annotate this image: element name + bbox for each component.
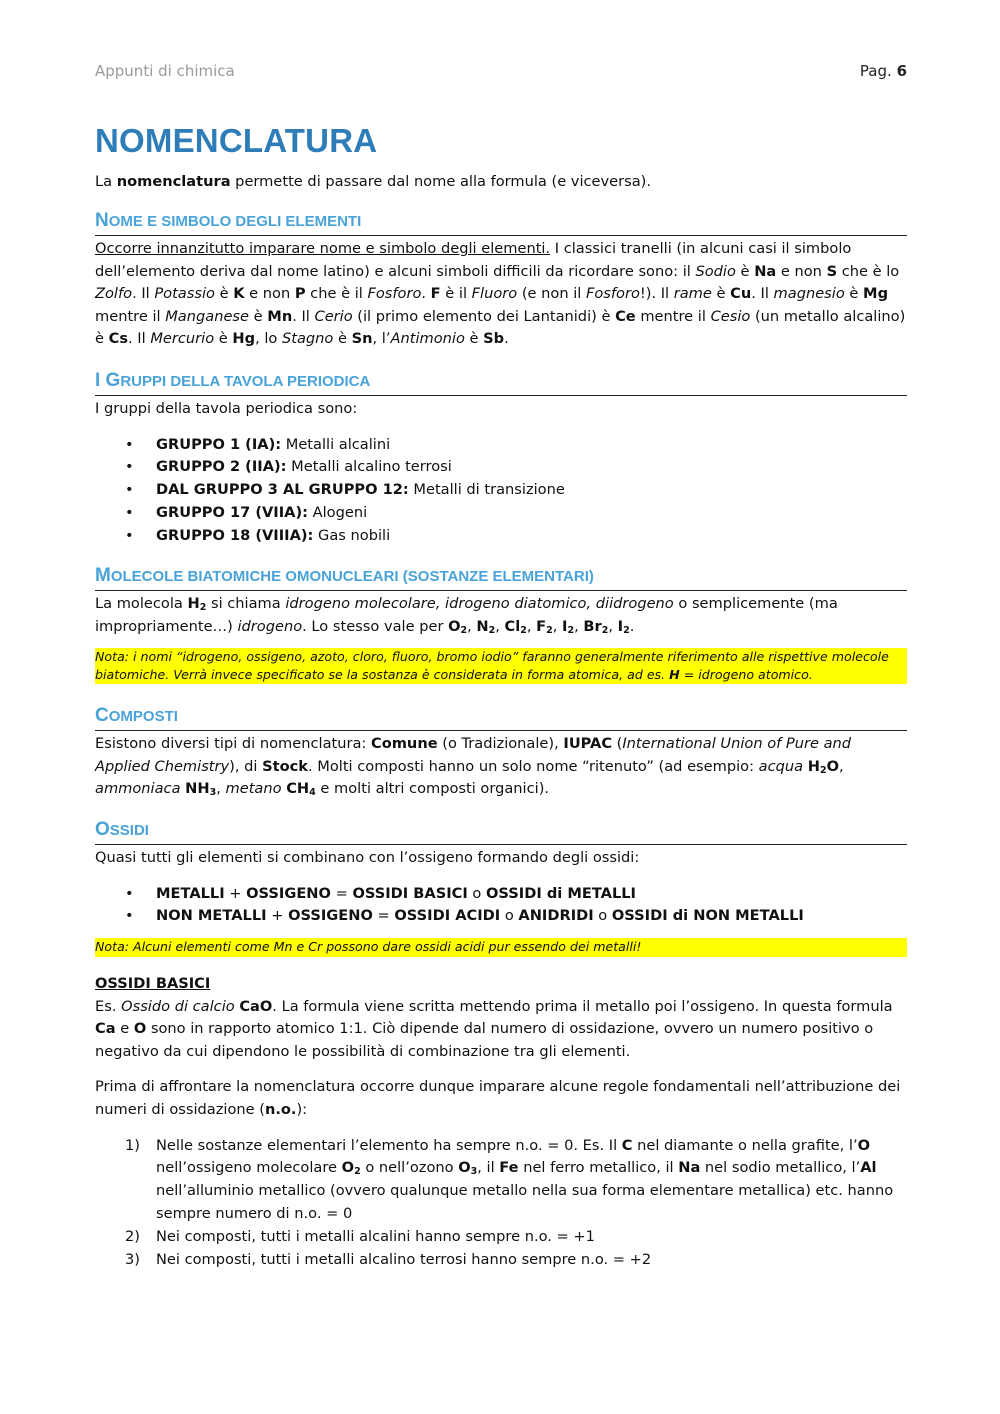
- list-item: • METALLI + OSSIGENO = OSSIDI BASICI o OSSIDI di METALLI: [95, 883, 907, 906]
- page-number: Pag. 6: [859, 62, 907, 80]
- highlight-note: Nota: i nomi “idrogeno, ossigeno, azoto, cloro, fluoro, bromo iodio” faranno generalmente riferimento alle rispettive molecole biatomiche. Verrà invece specificato se la sostanza è considerata in forma atomica, ad es. H = idrogeno atomico.: [95, 648, 907, 684]
- subsection-heading: OSSIDI BASICI: [95, 975, 211, 992]
- section-heading: NOME E SIMBOLO DEGLI ELEMENTI: [95, 208, 907, 236]
- section-heading: MOLECOLE BIATOMICHE OMONUCLEARI (SOSTANZE ELEMENTARI): [95, 563, 907, 591]
- list-item: • GRUPPO 2 (IIA): Metalli alcalino terrosi: [95, 456, 907, 479]
- highlight-note: Nota: Alcuni elementi come Mn e Cr possono dare ossidi acidi pur essendo dei metalli!: [95, 938, 907, 957]
- section-heading: OSSIDI: [95, 817, 907, 845]
- gruppi-list: [95, 434, 907, 548]
- list-item: • GRUPPO 1 (IA): Metalli alcalini: [95, 434, 907, 457]
- list-item: 1) Nelle sostanze elementari l’elemento ha sempre n.o. = 0. Es. Il C nel diamante o nella grafite, l’O nell’ossigeno molecolare $O_2$ o nell’ozono $O_3$, il Fe nel ferro metallico, il Na nel sodio metallico, l’Al nell’alluminio metallico (ovvero qualunque metallo nella sua forma elementare metallica) etc. hanno sempre numero di n.o. = 0: [125, 1136, 894, 1222]
- intro-paragraph: La nomenclatura permette di passare dal nome alla formula (e viceversa).: [95, 173, 651, 190]
- regole-intro: Prima di affrontare la nomenclatura occorre dunque imparare alcune regole fondamentali nell’attribuzione dei numeri di ossidazione (n.o.):: [95, 1078, 901, 1118]
- section-composti: [95, 703, 907, 801]
- section-heading: I GRUPPI DELLA TAVOLA PERIODICA: [95, 368, 907, 396]
- molecole-paragraph: La molecola $H_2$ si chiama idrogeno molecolare, idrogeno diatomico, diidrogeno o semplicemente (ma impropriamente…) idrogeno. Lo stesso vale per $O_2$, $N_2$, $Cl_2$, $F_2$, $I_2$, $Br_2$, $I_2$.: [95, 595, 838, 636]
- list-item: • GRUPPO 18 (VIIIA): Gas nobili: [95, 525, 907, 548]
- section-gruppi: [95, 368, 907, 548]
- regole-list: [95, 1135, 907, 1272]
- list-item: 2) Nei composti, tutti i metalli alcalini hanno sempre n.o. = +1: [125, 1227, 595, 1245]
- elementi-paragraph: Occorre innanzitutto imparare nome e simbolo degli elementi. I classici tranelli (in alcuni casi il simbolo dell’elemento deriva dal nome latino) e alcuni simboli difficili da ricordare sono: il Sodio è Na e non S che è lo Zolfo. Il Potassio è K e non P che è il Fosforo. F è il Fluoro (e non il Fosforo!). Il rame è Cu. Il magnesio è Mg mentre il Manganese è Mn. Il Cerio (il primo elemento dei Lantanidi) è Ce mentre il Cesio (un metallo alcalino) è Cs. Il Mercurio è Hg, lo Stagno è Sn, l’Antimonio è Sb.: [95, 240, 906, 348]
- section-heading: COMPOSTI: [95, 703, 907, 731]
- gruppi-intro: I gruppi della tavola periodica sono:: [95, 400, 358, 417]
- page-header: [95, 62, 907, 80]
- section-molecole: [95, 563, 907, 684]
- list-item: • GRUPPO 17 (VIIA): Alogeni: [95, 502, 907, 525]
- page-title: NOMENCLATURA: [95, 122, 378, 159]
- list-item: • DAL GRUPPO 3 AL GRUPPO 12: Metalli di transizione: [95, 479, 907, 502]
- section-ossidi-basici: [95, 973, 907, 1271]
- section-elementi: [95, 208, 907, 351]
- ossidi-intro: Quasi tutti gli elementi si combinano con l’ossigeno formando degli ossidi:: [95, 849, 640, 866]
- list-item: 3) Nei composti, tutti i metalli alcalino terrosi hanno sempre n.o. = +2: [125, 1250, 652, 1268]
- basici-paragraph: Es. Ossido di calcio CaO. La formula viene scritta mettendo prima il metallo poi l’ossigeno. In questa formula Ca e O sono in rapporto atomico 1:1. Ciò dipende dal numero di ossidazione, ovvero un numero positivo o negativo da cui dipendono le possibilità di combinazione tra gli elementi.: [95, 997, 893, 1060]
- composti-paragraph: Esistono diversi tipi di nomenclatura: Comune (o Tradizionale), IUPAC (International Union of Pure and Applied Chemistry), di Stock. Molti composti hanno un solo nome “ritenuto” (ad esempio: acqua $H_2O$, ammoniaca $NH_3$, metano $CH_4$ e molti altri composti organici).: [95, 735, 852, 799]
- header-title: Appunti di chimica: [95, 62, 235, 80]
- ossidi-list: [95, 883, 907, 929]
- list-item: • NON METALLI + OSSIGENO = OSSIDI ACIDI o ANIDRIDI o OSSIDI di NON METALLI: [95, 905, 907, 928]
- section-ossidi: [95, 817, 907, 957]
